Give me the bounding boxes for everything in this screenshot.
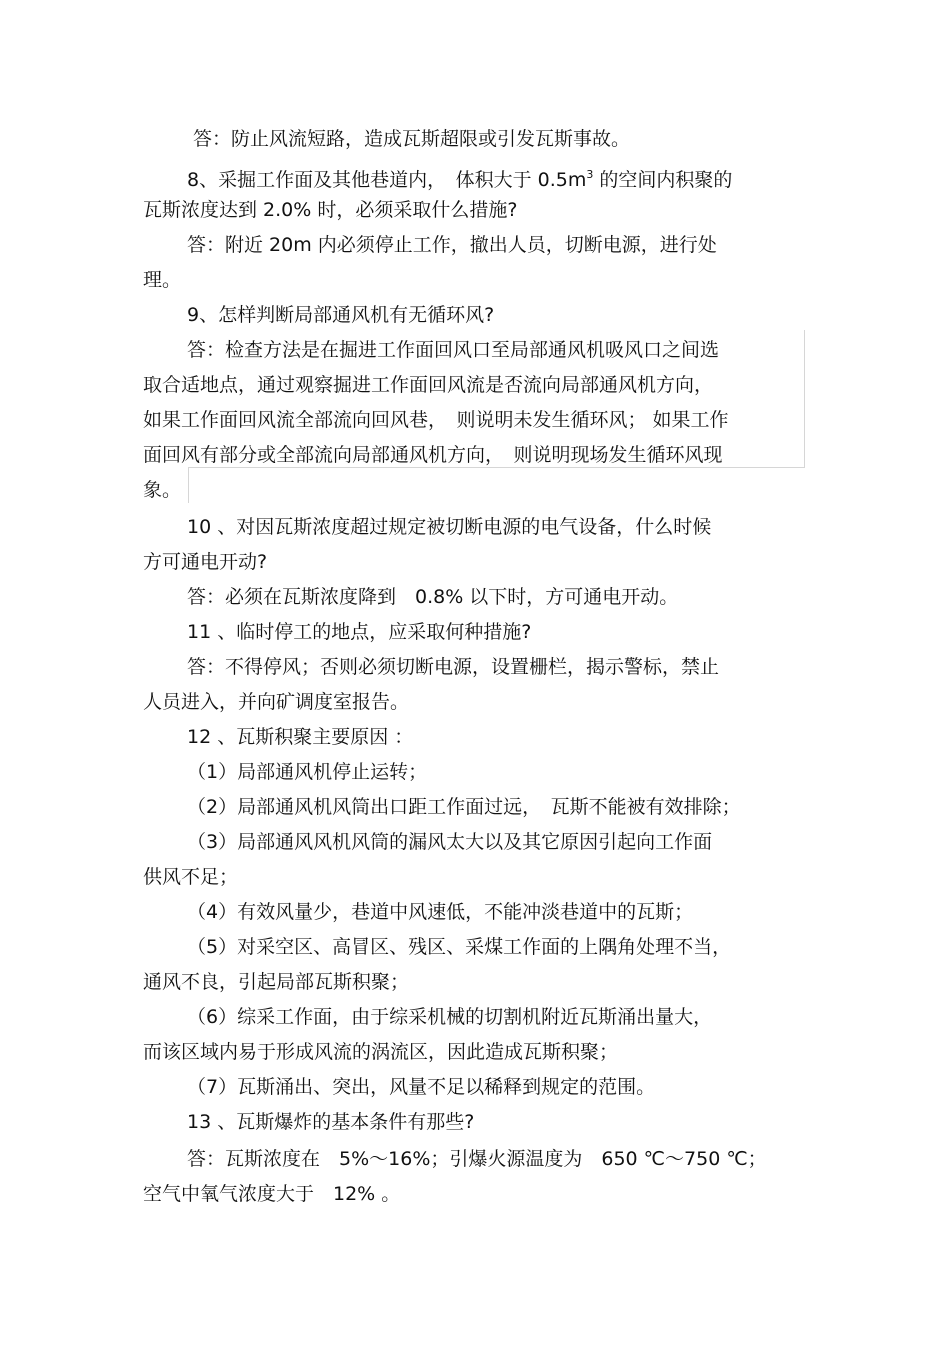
answer-9-line-2: 取合适地点，通过观察掘进工作面回风流是否流向局部通风机方向， [143,374,714,396]
superscript-3: 3 [586,168,594,181]
reason-3-line-2: 供风不足； [143,866,239,888]
answer-13-line-1: 答：瓦斯浓度在 5%～16%；引爆火源温度为 650 ℃～750 ℃； [187,1148,767,1170]
answer-9-line-3: 如果工作面回风流全部流向回风巷， 则说明未发生循环风； 如果工作 [143,409,729,431]
answer-9-line-4: 面回风有部分或全部流向局部通风机方向， 则说明现场发生循环风现 [143,444,723,466]
answer-line: 答：防止风流短路，造成瓦斯超限或引发瓦斯事故。 [193,128,631,150]
answer-11-line-1: 答：不得停风；否则必须切断电源，设置栅栏，揭示警标，禁止 [187,656,720,678]
question-8-text: 8、采掘工作面及其他巷道内， 体积大于 0.5m [187,169,587,191]
question-10-line-1: 10 、对因瓦斯浓度超过规定被切断电源的电气设备，什么时候 [187,516,712,538]
reason-5-line-2: 通风不良，引起局部瓦斯积聚； [143,971,410,993]
frame-border-left [188,467,189,503]
frame-border-bottom [188,467,805,468]
reason-2: （2）局部通风机风筒出口距工作面过远， 瓦斯不能被有效排除； [187,796,741,818]
question-12: 12 、瓦斯积聚主要原因 ： [187,726,414,748]
answer-8-line-1: 答：附近 20m 内必须停止工作，撤出人员，切断电源，进行处 [187,234,717,256]
answer-10: 答：必须在瓦斯浓度降到 0.8% 以下时，方可通电开动。 [187,586,679,608]
reason-6-line-2: 而该区域内易于形成风流的涡流区，因此造成瓦斯积聚； [143,1041,619,1063]
frame-border-right [804,330,805,468]
answer-13-line-2: 空气中氧气浓度大于 12% 。 [143,1183,401,1205]
reason-7: （7）瓦斯涌出、突出，风量不足以稀释到规定的范围。 [187,1076,656,1098]
answer-11-line-2: 人员进入，并向矿调度室报告。 [143,691,410,713]
reason-3-line-1: （3）局部通风风机风筒的漏风太大以及其它原因引起向工作面 [187,831,713,853]
answer-8-line-2: 理。 [143,269,182,291]
reason-1: （1）局部通风机停止运转； [187,761,428,783]
reason-6-line-1: （6）综采工作面，由于综采机械的切割机附近瓦斯涌出量大， [187,1006,713,1028]
reason-4: （4）有效风量少，巷道中风速低，不能冲淡巷道中的瓦斯； [187,901,694,923]
reason-5-line-1: （5）对采空区、高冒区、残区、采煤工作面的上隅角处理不当， [187,936,732,958]
question-11: 11 、临时停工的地点，应采取何种措施? [187,621,532,643]
answer-9-line-1: 答：检查方法是在掘进工作面回风口至局部通风机吸风口之间选 [187,339,720,361]
question-8-line-1 [187,163,732,192]
question-8-text-cont: 的空间内积聚的 [593,169,733,191]
question-10-line-2: 方可通电开动? [143,551,268,573]
question-9: 9、怎样判断局部通风机有无循环风? [187,304,495,326]
question-13: 13 、瓦斯爆炸的基本条件有那些? [187,1111,475,1133]
question-8-line-2: 瓦斯浓度达到 2.0% 时，必须采取什么措施? [143,199,518,221]
answer-9-line-5: 象。 [143,479,182,501]
